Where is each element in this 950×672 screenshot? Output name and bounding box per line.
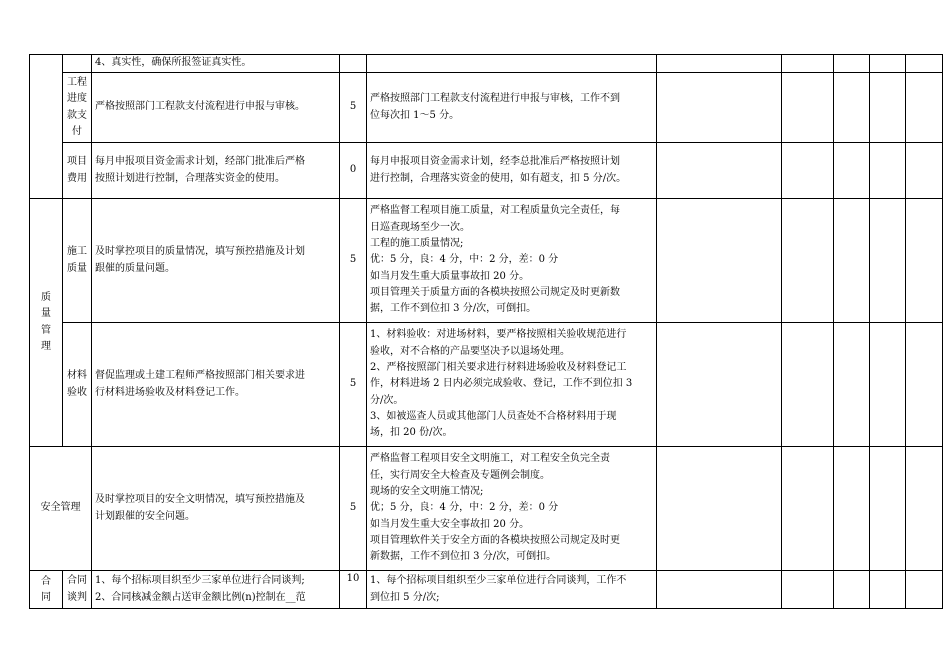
subitem-cell bbox=[63, 55, 92, 73]
blank-cell bbox=[870, 199, 906, 323]
category-cell-safety: 安全管理 bbox=[30, 447, 92, 571]
blank-cell bbox=[834, 73, 870, 143]
blank-cell bbox=[834, 447, 870, 571]
standard-cell: 1、材料验收：对进场材料，要严格按照相关验收规范进行 验收，对不合格的产品要坚决予以退场处理。 2、严格按照部门相关要求进行材料进场验收及材料登记工 作，材料进场 2 日内必须完成验收、登记，工作不到位扣 3 分/次。 3、如被巡查人员或其他部门人员查处不合格材料用于现 场，扣 20 份/次。 bbox=[367, 323, 657, 447]
category-cell-contract: 合同 bbox=[30, 571, 63, 609]
blank-cell bbox=[906, 55, 943, 73]
subitem-cell: 施工质量 bbox=[63, 199, 92, 323]
blank-cell bbox=[782, 199, 834, 323]
evaluation-table bbox=[29, 54, 943, 609]
standard-cell: 严格监督工程项目安全文明施工，对工程安全负完全责 任，实行周安全大检查及专题例会制度。 现场的安全文明施工情况; 优；5 分，良：4 分，中：2 分，差：0 分 如当月发生重大安全事故扣 20 分。 项目管理软件关于安全方面的各模块按照公司规定及时更 新数据，工作不到位扣 3 分/次，可倒扣。 bbox=[367, 447, 657, 571]
blank-cell bbox=[782, 323, 834, 447]
blank-cell bbox=[834, 143, 870, 199]
blank-cell bbox=[870, 73, 906, 143]
subitem-cell: 材料验收 bbox=[63, 323, 92, 447]
table-row bbox=[30, 447, 943, 571]
blank-cell bbox=[657, 55, 782, 73]
blank-cell bbox=[782, 571, 834, 609]
score-cell: 5 bbox=[340, 73, 367, 143]
blank-cell bbox=[906, 447, 943, 571]
score-cell bbox=[340, 55, 367, 73]
blank-cell bbox=[834, 571, 870, 609]
score-cell: 5 bbox=[340, 447, 367, 571]
table-row bbox=[30, 199, 943, 323]
description-cell: 4、真实性，确保所报签证真实性。 bbox=[92, 55, 340, 73]
score-cell: 10 bbox=[340, 571, 367, 609]
table-row bbox=[30, 143, 943, 199]
blank-cell bbox=[782, 73, 834, 143]
blank-cell bbox=[782, 447, 834, 571]
standard-cell bbox=[367, 55, 657, 73]
blank-cell bbox=[870, 323, 906, 447]
blank-cell bbox=[834, 55, 870, 73]
description-cell: 及时掌控项目的质量情况，填写预控措施及计划 跟催的质量问题。 bbox=[92, 199, 340, 323]
blank-cell bbox=[834, 199, 870, 323]
blank-cell bbox=[834, 323, 870, 447]
standard-cell: 每月申报项目资金需求计划，经李总批准后严格按照计划 进行控制，合理落实资金的使用，如有超支，扣 5 分/次。 bbox=[367, 143, 657, 199]
table-row bbox=[30, 73, 943, 143]
description-cell: 严格按照部门工程款支付流程进行申报与审核。 bbox=[92, 73, 340, 143]
blank-cell bbox=[657, 571, 782, 609]
blank-cell bbox=[657, 143, 782, 199]
blank-cell bbox=[906, 199, 943, 323]
description-cell: 1、每个招标项目织至少三家单位进行合同谈判; 2、合同核减金额占送审金额比例(n)控制在__范 bbox=[92, 571, 340, 609]
blank-cell bbox=[657, 199, 782, 323]
blank-cell bbox=[657, 73, 782, 143]
description-cell: 督促监理或土建工程师严格按照部门相关要求进 行材料进场验收及材料登记工作。 bbox=[92, 323, 340, 447]
subitem-cell: 合同谈判 bbox=[63, 571, 92, 609]
table-row bbox=[30, 571, 943, 609]
blank-cell bbox=[906, 571, 943, 609]
standard-cell: 严格监督工程项目施工质量，对工程质量负完全责任，每 日巡查现场至少一次。 工程的施工质量情况; 优：5 分，良：4 分，中：2 分，差：0 分 如当月发生重大质量事故扣 20 分。 项目管理关于质量方面的各模块按照公司规定及时更新数 据，工作不到位扣 3 分/次，可倒扣。 bbox=[367, 199, 657, 323]
blank-cell bbox=[870, 143, 906, 199]
category-cell-quality: 质量管理 bbox=[30, 199, 63, 447]
score-cell: 5 bbox=[340, 323, 367, 447]
score-cell: 5 bbox=[340, 199, 367, 323]
blank-cell bbox=[782, 55, 834, 73]
score-cell: 0 bbox=[340, 143, 367, 199]
blank-cell bbox=[870, 571, 906, 609]
blank-cell bbox=[870, 447, 906, 571]
blank-cell bbox=[657, 447, 782, 571]
blank-cell bbox=[906, 73, 943, 143]
table-row bbox=[30, 323, 943, 447]
blank-cell bbox=[906, 323, 943, 447]
blank-cell bbox=[782, 143, 834, 199]
standard-cell: 严格按照部门工程款支付流程进行申报与审核，工作不到 位每次扣 1～5 分。 bbox=[367, 73, 657, 143]
table-row bbox=[30, 55, 943, 73]
standard-cell: 1、每个招标项目组织至少三家单位进行合同谈判，工作不 到位扣 5 分/次; bbox=[367, 571, 657, 609]
subitem-cell: 项目费用 bbox=[63, 143, 92, 199]
description-cell: 及时掌控项目的安全文明情况，填写预控措施及 计划跟催的安全问题。 bbox=[92, 447, 340, 571]
description-cell: 每月申报项目资金需求计划，经部门批准后严格 按照计划进行控制，合理落实资金的使用。 bbox=[92, 143, 340, 199]
blank-cell bbox=[657, 323, 782, 447]
blank-cell bbox=[906, 143, 943, 199]
category-cell bbox=[30, 55, 63, 199]
blank-cell bbox=[870, 55, 906, 73]
subitem-cell: 工程进度款支付 bbox=[63, 73, 92, 143]
